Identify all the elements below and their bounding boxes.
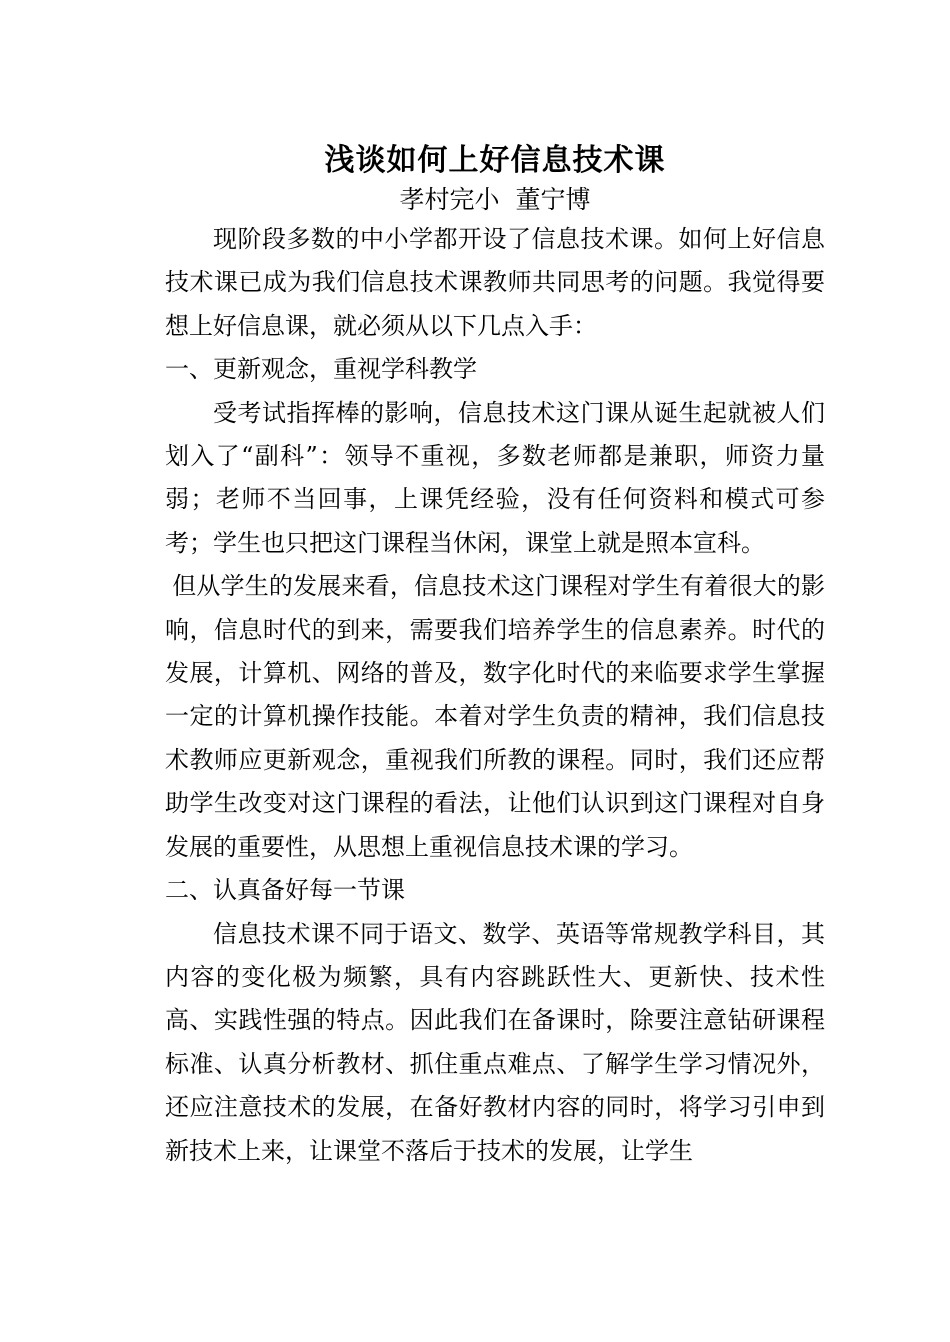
intro-paragraph: 现阶段多数的中小学都开设了信息技术课。如何上好信息技术课已成为我们信息技术课教师共同思考的问题。我觉得要想上好信息课，就必须从以下几点入手： (165, 225, 825, 340)
section-2-paragraph-1: 信息技术课不同于语文、数学、英语等常规教学科目，其内容的变化极为频繁，具有内容跳跃性大、更新快、技术性高、实践性强的特点。因此我们在备课时，除要注意钻研课程标准、认真分析教材、抓住重点难点、了解学生学习情况外，还应注意技术的发展，在备好教材内容的同时，将学习引申到新技术上来，让课堂不落后于技术的发展，让学生 (165, 919, 825, 1165)
document-author: 孝村完小 董宁博 (399, 185, 591, 214)
section-1-paragraph-2: 但从学生的发展来看，信息技术这门课程对学生有着很大的影响，信息时代的到来，需要我们培养学生的信息素养。时代的发展，计算机、网络的普及，数字化时代的来临要求学生掌握一定的计算机操作技能。本着对学生负责的精神，我们信息技术教师应更新观念，重视我们所教的课程。同时，我们还应帮助学生改变对这门课程的看法，让他们认识到这门课程对自身发展的重要性，从思想上重视信息技术课的学习。 (165, 572, 825, 861)
section-2-heading: 二、认真备好每一节课 (165, 876, 405, 905)
document-title: 浅谈如何上好信息技术课 (324, 143, 666, 178)
section-1-paragraph-1: 受考试指挥棒的影响，信息技术这门课从诞生起就被人们划入了“副科”：领导不重视，多数老师都是兼职，师资力量弱；老师不当回事，上课凭经验，没有任何资料和模式可参考；学生也只把这门课程当休闲，课堂上就是照本宣科。 (165, 398, 825, 557)
section-1-heading: 一、更新观念，重视学科教学 (165, 355, 477, 384)
document-page (165, 138, 825, 1173)
document-body (165, 218, 825, 1173)
